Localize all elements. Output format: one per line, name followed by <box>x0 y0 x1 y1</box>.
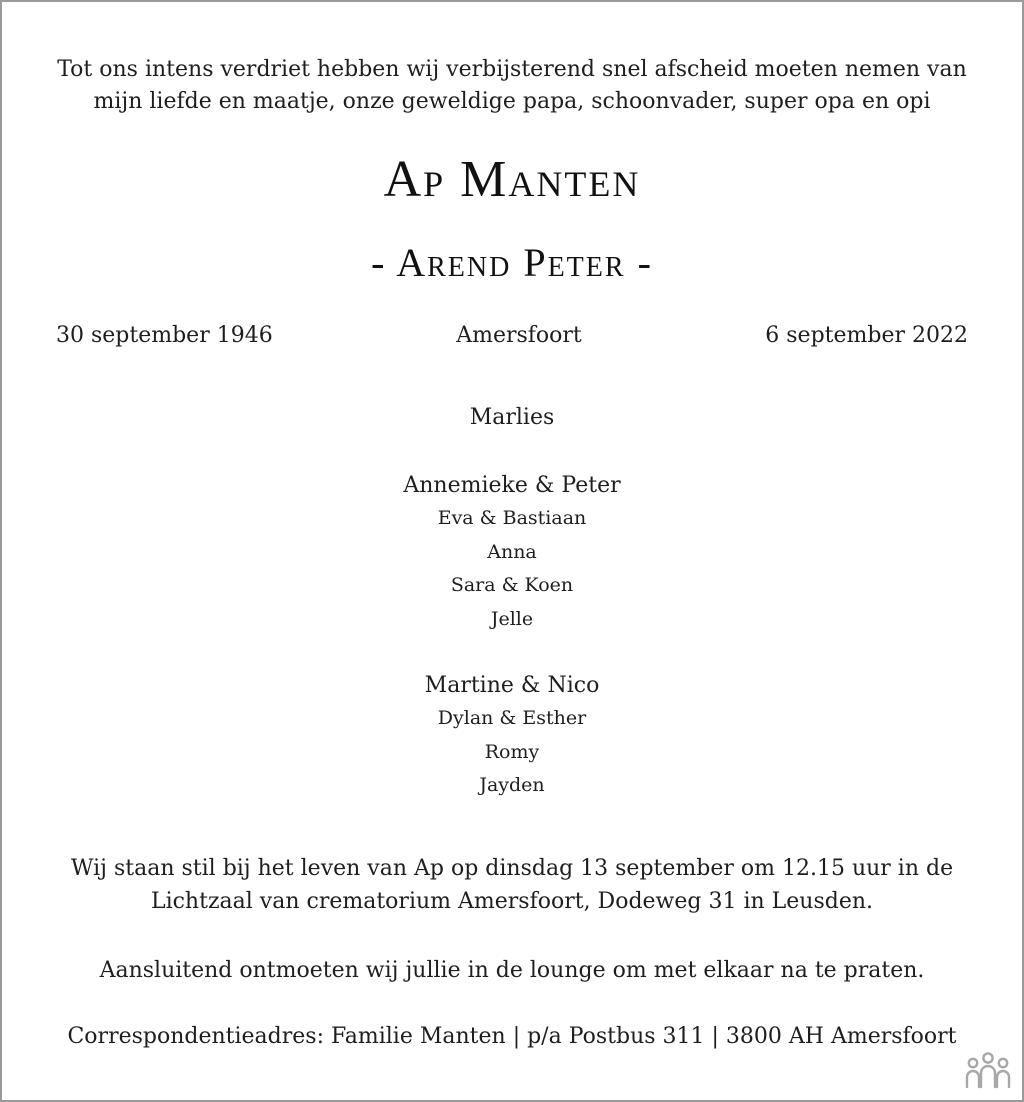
grandchild: Dylan & Esther <box>437 707 587 729</box>
family-group-2 <box>2 670 1022 803</box>
intro-line-1: Tot ons intens verdriet hebben wij verbijsterend snel afscheid moeten nemen van <box>57 57 967 82</box>
dates-row <box>56 320 968 352</box>
family-parents: Martine & Nico <box>424 673 600 698</box>
place: Amersfoort <box>456 323 582 348</box>
grandchild: Romy <box>484 740 540 763</box>
service-line-1: Wij staan stil bij het leven van Ap op dinsdag 13 september om 12.15 uur in de <box>70 856 954 881</box>
gathering-info: Aansluitend ontmoeten wij jullie in de lounge om met elkaar na te praten. <box>99 958 925 983</box>
family-parents: Annemieke & Peter <box>403 473 621 498</box>
partner-name: Marlies <box>469 405 555 430</box>
intro-line-2: mijn liefde en maatje, onze geweldige papa, schoonvader, super opa en opi <box>93 89 931 114</box>
deceased-name: Ap Manten <box>383 151 641 208</box>
family-people-icon <box>964 1050 1012 1090</box>
family-group-1 <box>2 470 1022 636</box>
grandchild: Sara & Koen <box>450 574 574 596</box>
grandchild: Jayden <box>479 774 545 796</box>
service-line-2: Lichtzaal van crematorium Amersfoort, Dodeweg 31 in Leusden. <box>150 889 874 914</box>
grandchild: Eva & Bastiaan <box>437 507 587 529</box>
birth-date: 30 september 1946 <box>56 323 273 348</box>
death-date: 6 september 2022 <box>765 323 968 348</box>
grandchild: Anna <box>487 540 537 563</box>
intro-text <box>2 54 1022 118</box>
grandchild: Jelle <box>490 607 534 630</box>
service-info <box>2 852 1022 918</box>
correspondence-address: Correspondentieadres: Familie Manten | p/a Postbus 311 | 3800 AH Amersfoort <box>67 1024 957 1049</box>
deceased-full-name: - Arend Peter - <box>371 240 653 285</box>
